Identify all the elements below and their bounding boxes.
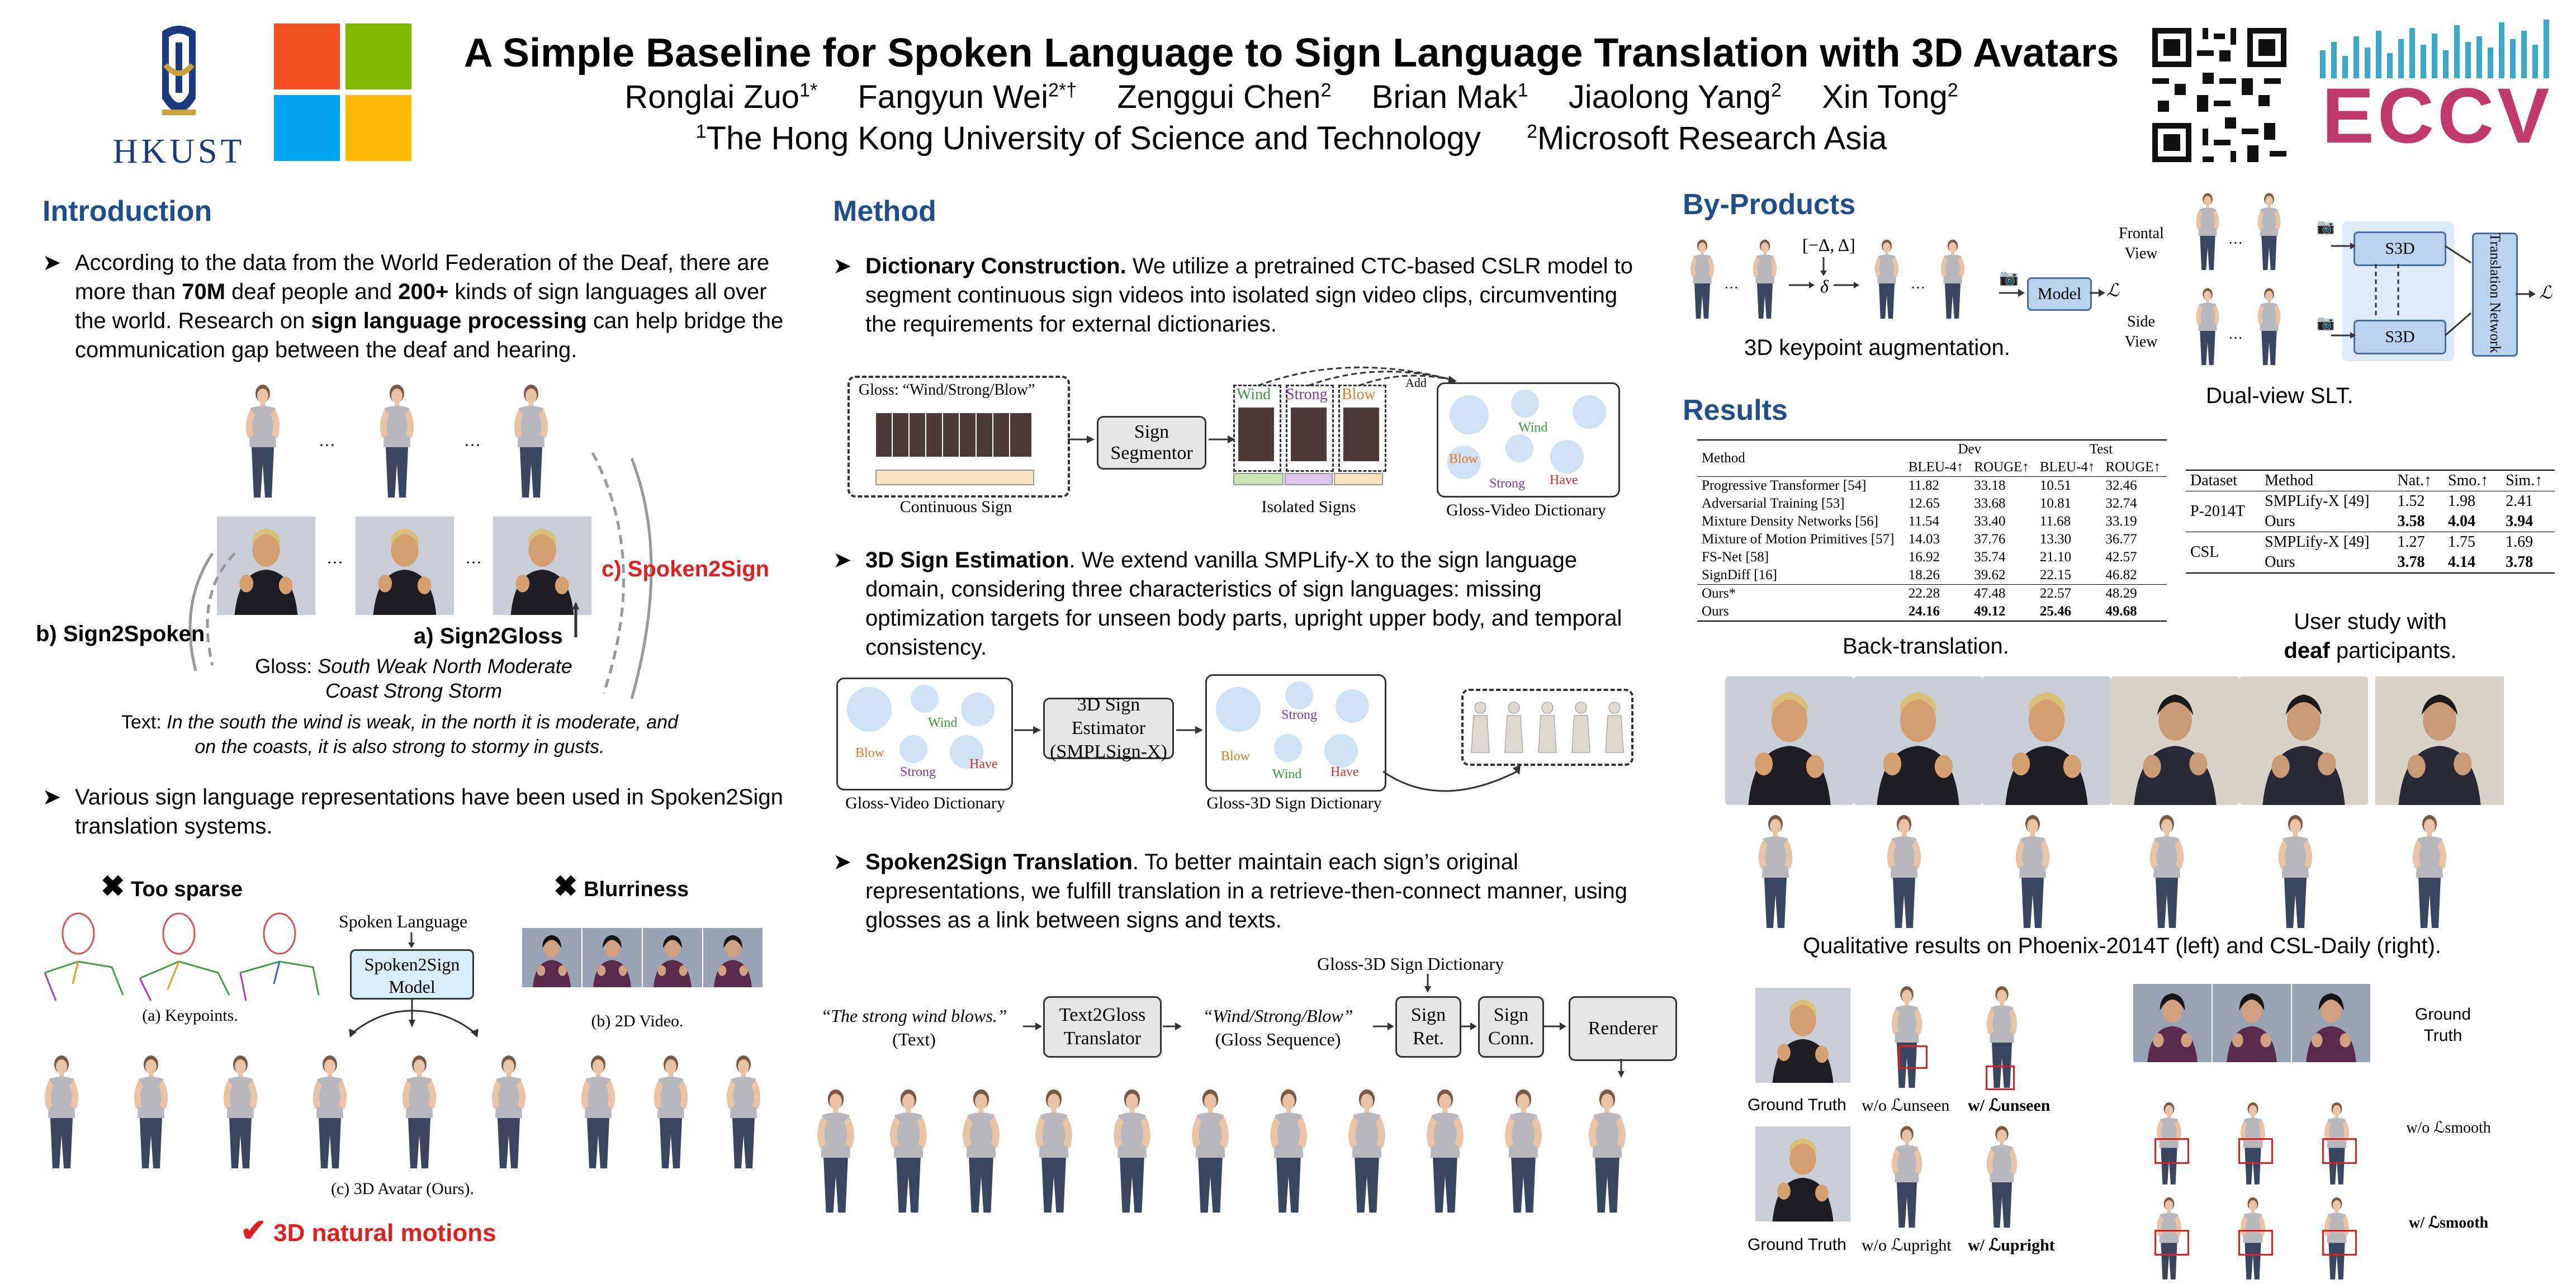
avatar-figure <box>643 1051 699 1174</box>
strong-wind-text: “The strong wind blows.” (Text) <box>821 1006 1007 1049</box>
avatar-figure <box>1336 1085 1398 1219</box>
avatar-figure <box>2250 190 2289 274</box>
avatar-figure <box>716 1051 771 1174</box>
col-rouge: ROUGE↑ <box>2105 460 2161 475</box>
sign-estimation-paragraph: ➤ 3D Sign Estimation. We extend vanilla SMPLify-X to the sign language domain, considering three characteristics of sign languages: missing optimization targets for unseen body parts, upright upper body, and temporal consistency. <box>833 546 1649 575</box>
table-row: Adversarial Training [53] 12.65 33.68 10.81 32.74 <box>1702 496 2137 511</box>
dictionary-construction-paragraph: ➤ Dictionary Construction. We utilize a pretrained CTC-based CSLR model to segment continuous sign videos into isolated sign video clips, circumventing the requirements for external dictionaries. <box>833 252 1649 281</box>
highlight-box <box>2154 1230 2189 1256</box>
isolated-signs-label: Isolated Signs <box>1261 498 1356 516</box>
arrow-bullet-icon: ➤ <box>42 250 61 275</box>
gloss-video-dictionary-box <box>1437 382 1620 498</box>
col-test: Test <box>2089 442 2113 457</box>
table-row: FS-Net [58] 16.92 35.74 21.10 42.57 <box>1702 550 2137 565</box>
avatar-figure <box>34 1051 89 1174</box>
2d-video-frame <box>703 908 763 1007</box>
author: Fangyun Wei$^{2*\dagger}$ <box>858 79 1077 115</box>
ellipsis: ··· <box>2228 330 2243 346</box>
right-arrow-icon <box>1209 434 1237 445</box>
colored-gloss-bar <box>1233 473 1383 485</box>
gloss-sequence-text: “Wind/Strong/Blow” (Gloss Sequence) <box>1202 1006 1353 1049</box>
avatar-figure <box>481 1051 537 1174</box>
wo-smooth-label: w/o ℒsmooth <box>2406 1119 2491 1137</box>
table-row: P-2014T SMPLify-X [49] 1.52 1.98 2.41 <box>2190 493 2534 520</box>
table-row: Ours* 22.28 47.48 22.57 48.29 <box>1702 586 2137 601</box>
avatar-figure <box>1493 1085 1554 1219</box>
microsoft-logo <box>274 23 411 161</box>
arrow-bullet-icon: ➤ <box>42 785 61 809</box>
cross-icon: ✖ <box>101 870 125 903</box>
col-nat: Nat.↑ <box>2397 472 2432 489</box>
est-strong-label: Strong <box>900 765 936 779</box>
blow-label: Blow <box>1342 386 1376 403</box>
avatar-figure <box>123 1051 179 1174</box>
frontal-view-label: Frontal View <box>2119 225 2164 262</box>
2d-video-frame <box>583 908 642 1007</box>
phoenix-frame <box>1725 676 1854 805</box>
cross-icon: ✖ <box>553 870 578 903</box>
add-label: Add <box>1405 376 1427 390</box>
col-sim: Sim.↑ <box>2506 472 2543 489</box>
wo-unseen-label: w/o ℒunseen <box>1862 1096 1950 1115</box>
avatar-figure <box>1414 1085 1476 1219</box>
user-study-caption: User study with deaf participants. <box>2284 609 2457 663</box>
avatar-figure <box>2250 285 2289 369</box>
author: Zenggui Chen$^2$ <box>1117 79 1332 115</box>
dict-have-label: Have <box>1550 473 1578 487</box>
dict-blow-label: Blow <box>1449 452 1479 466</box>
qualitative-avatar-row <box>1725 811 2519 934</box>
avatar-figure <box>1867 235 1906 324</box>
branch-arrows <box>313 1000 514 1044</box>
highlight-box <box>1986 1066 2015 1090</box>
text2gloss-box: Text2Gloss Translator <box>1043 996 1162 1058</box>
sign2spoken-label: b) Sign2Spoken <box>36 622 205 646</box>
avatar-figure <box>2005 811 2061 934</box>
csl-frame <box>2111 676 2239 805</box>
est-wind-label: Wind <box>928 716 958 730</box>
hkust-logo <box>101 20 257 171</box>
highlight-box <box>2238 1138 2273 1164</box>
translation-network-box <box>2472 233 2518 357</box>
avatar-figure <box>2139 811 2195 934</box>
highlight-box <box>2238 1230 2273 1256</box>
gloss-quote: Gloss: “Wind/Strong/Blow” <box>859 381 1035 399</box>
avatar-figure <box>1933 235 1972 324</box>
s3d-box: S3D <box>2354 231 2446 266</box>
g3d-wind-label: Wind <box>1272 767 1302 782</box>
dict-wind-label: Wind <box>1518 420 1548 435</box>
csl-gt-frame <box>2292 973 2370 1073</box>
g3d-top-label: Gloss-3D Sign Dictionary <box>1317 954 1504 974</box>
right-arrow-icon <box>1373 1021 1395 1032</box>
highlight-box <box>1898 1045 1928 1069</box>
highlight-box <box>2322 1138 2357 1164</box>
avatar-figure <box>2267 811 2323 934</box>
ellipsis: ··· <box>1724 280 1739 296</box>
strong-label: Strong <box>1286 386 1328 403</box>
down-arrow-icon <box>1616 1059 1627 1079</box>
author: Ronglai Zuo$^{1*}$ <box>624 79 818 115</box>
w-smooth-label: w/ ℒsmooth <box>2408 1214 2489 1232</box>
avatar-figure <box>2188 285 2227 369</box>
down-arrow-icon <box>406 932 417 949</box>
col-smo: Smo.↑ <box>2447 472 2489 489</box>
qr-code[interactable] <box>2147 22 2292 168</box>
intro-paragraph-1: ➤ According to the data from the World Federation of the Deaf, there are more than 70M deaf people and 200+ kinds of sign languages all over the world. Research on sign language processing can help bridge the communication gap between the deaf and hearing. <box>42 248 786 277</box>
gt-label: Ground Truth <box>1748 1096 1846 1114</box>
renderer-box: Renderer <box>1569 996 1677 1061</box>
affiliations: $^1$The Hong Kong University of Science and Technology $^2$Microsoft Research Asia <box>695 120 1887 157</box>
caption-keypoints: (a) Keypoints. <box>142 1006 238 1025</box>
avatar-figure <box>805 1085 866 1219</box>
blurriness-label: ✖ Blurriness <box>553 870 689 903</box>
2d-video-frame <box>522 908 581 1007</box>
2d-video-frame <box>643 908 702 1007</box>
right-arrow-icon <box>1023 1021 1043 1032</box>
avatar-figure <box>1882 982 1932 1093</box>
csl-frame <box>2239 676 2368 805</box>
translation-paragraph: ➤ Spoken2Sign Translation. To better maintain each sign’s original representations, we fulfill translation in a retrieve-then-connect manner, using glosses as a link between signs and texts. <box>833 847 1649 877</box>
s3d-box: S3D <box>2354 320 2446 354</box>
wind-label: Wind <box>1237 386 1271 403</box>
gloss-video-dictionary-label: Gloss-Video Dictionary <box>1446 501 1606 519</box>
method-title: Method <box>833 195 936 228</box>
right-arrow-icon <box>1068 434 1096 445</box>
dict-strong-label: Strong <box>1489 476 1526 491</box>
w-upright-label: w/ ℒupright <box>1968 1236 2055 1254</box>
ellipsis: ··· <box>1911 280 1925 296</box>
avatar-figure <box>391 1051 447 1174</box>
avatar-figure <box>302 1051 358 1174</box>
table-row: SignDiff [16] 18.26 39.62 22.15 46.82 <box>1697 566 2167 585</box>
arrow-bullet-icon: ➤ <box>833 254 852 278</box>
ellipsis: ··· <box>2228 235 2243 251</box>
col-method: Method <box>1697 440 1904 477</box>
table-row: Ours 3.58 4.04 3.94 <box>2186 512 2555 532</box>
camera-icon: 📷 <box>2317 218 2335 235</box>
col-bleu: BLEU-4↑ <box>1908 460 1964 475</box>
avatar-figure <box>2188 190 2227 274</box>
continuous-sign-label: Continuous Sign <box>899 498 1012 516</box>
right-arrow-icon <box>1163 1021 1183 1032</box>
avatar-figure <box>1576 1085 1638 1219</box>
g3d-have-label: Have <box>1330 765 1359 779</box>
right-arrow-icon <box>2516 288 2538 300</box>
col-method: Method <box>2265 472 2314 489</box>
col-dev: Dev <box>1958 442 1982 457</box>
qualitative-caption: Qualitative results on Phoenix-2014T (left) and CSL-Daily (right). <box>1803 934 2441 958</box>
keypoint-skeletons <box>34 906 324 1006</box>
right-arrow-icon <box>1999 287 2027 299</box>
down-arrow-icon <box>1422 974 1433 994</box>
avatar-row-3d <box>34 1051 777 1174</box>
delta-symbol: δ <box>1820 276 1829 296</box>
csl-gt-frame <box>2133 973 2212 1073</box>
avatar-figure <box>1683 235 1722 324</box>
eccv-logo <box>2309 17 2566 162</box>
delta-arrows <box>1789 257 1867 302</box>
col-rouge: ROUGE↑ <box>1974 460 2029 475</box>
avatar-figure <box>1101 1085 1163 1219</box>
est-have-label: Have <box>969 757 998 771</box>
delta-range: [−Δ, Δ] <box>1802 235 1855 255</box>
csl-frame <box>2368 676 2511 805</box>
avatar-figure <box>1745 235 1784 324</box>
spoken2sign-label: c) Spoken2Sign <box>602 557 770 581</box>
right-arrow-icon <box>1544 1021 1569 1032</box>
col-dataset: Dataset <box>2190 472 2237 489</box>
g3d-blow-label: Blow <box>1221 749 1251 764</box>
add-arrows <box>1252 358 1465 391</box>
kp-aug-figure <box>1683 229 2119 341</box>
wo-upright-label: w/o ℒupright <box>1862 1236 1952 1254</box>
sign2gloss-label: a) Sign2Gloss <box>414 624 563 648</box>
est-blow-label: Blow <box>855 746 885 760</box>
side-view-label: Side View <box>2124 313 2158 351</box>
gloss-3d-dictionary-label: Gloss-3D Sign Dictionary <box>1206 794 1382 812</box>
back-translation-caption: Back-translation. <box>1843 634 2009 659</box>
ellipsis: ··· <box>319 436 335 454</box>
avatar-figure <box>1180 1085 1241 1219</box>
phoenix-frame <box>1854 676 1982 805</box>
translation-avatar-row <box>805 1079 1677 1219</box>
g3d-strong-label: Strong <box>1281 708 1318 722</box>
ellipsis: ··· <box>326 553 343 572</box>
eccv-wordmark: ECCV <box>2322 72 2553 159</box>
phoenix-frame <box>1982 676 2111 805</box>
author: Brian Mak$^1$ <box>1371 79 1528 115</box>
too-sparse-label: ✖ Too sparse <box>101 870 243 903</box>
ellipsis: ··· <box>464 436 481 454</box>
author-list <box>447 78 2135 116</box>
table-row: Progressive Transformer [54] 11.82 33.18 10.51 32.46 <box>1702 478 2137 493</box>
poster-title: A Simple Baseline for Spoken Language to Sign Language Translation with 3D Avatars <box>463 31 2119 75</box>
sign-retrieval-box: Sign Ret. <box>1395 996 1461 1058</box>
translation-network-label: Translation Network <box>2487 233 2503 353</box>
model-box: Model <box>2027 277 2092 311</box>
dual-view-figure <box>2119 190 2566 380</box>
table-row: Mixture Density Networks [56] 11.54 33.40 11.68 33.19 <box>1702 514 2137 529</box>
right-arrow-icon <box>2090 287 2106 299</box>
gloss-bar <box>875 470 1034 485</box>
kp-aug-caption: 3D keypoint augmentation. <box>1744 335 2010 360</box>
gloss-example: Gloss: South Weak North Moderate Coast Strong Storm <box>255 655 572 702</box>
camera-icon: 📷 <box>1999 269 2019 286</box>
avatar-figure <box>950 1085 1012 1219</box>
intro-paragraph-2: ➤ Various sign language representations have been used in Spoken2Sign translation systems. <box>42 783 786 812</box>
sign-estimator-box: 3D Sign Estimator (SMPLSign-X) <box>1043 698 1174 759</box>
intro-title: Introduction <box>42 195 212 228</box>
w-unseen-label: w/ ℒunseen <box>1968 1096 2051 1115</box>
results-title: Results <box>1683 394 1788 427</box>
ellipsis: ··· <box>465 553 482 572</box>
csl-gt-frame <box>2213 973 2291 1073</box>
right-arrow-icon <box>1014 724 1042 736</box>
check-icon: ✔ <box>240 1213 267 1248</box>
avatar-figure <box>1258 1085 1319 1219</box>
avatar-figure <box>1977 1121 2027 1233</box>
avatar-figure <box>2402 811 2457 934</box>
text-example: Text: In the south the wind is weak, in the north it is moderate, and on the coasts, it is also strong to stormy in gusts. <box>121 712 678 757</box>
table-row: Ours 24.16 49.12 25.46 49.68 <box>1702 604 2137 619</box>
gloss-video-dictionary-label-2: Gloss-Video Dictionary <box>845 794 1005 812</box>
avatar-figure <box>1748 811 1803 934</box>
hkust-wordmark: HKUST <box>112 132 245 171</box>
avatar-figure <box>1023 1085 1085 1219</box>
dual-view-caption: Dual-view SLT. <box>2206 383 2354 408</box>
avatar-figure <box>1882 1121 1932 1233</box>
ground-truth-frame <box>1755 1119 1850 1229</box>
caption-2d-video: (b) 2D Video. <box>591 1012 684 1030</box>
highlight-box <box>2322 1230 2357 1256</box>
loss-symbol: ℒ <box>2106 280 2120 300</box>
avatar-figure <box>570 1051 626 1174</box>
gt-label: Ground Truth <box>1748 1235 1846 1254</box>
table-row: Ours 3.78 4.14 3.78 <box>2265 553 2534 571</box>
natural-motions-label: ✔ 3D natural motions <box>240 1213 496 1248</box>
arrow-bullet-icon: ➤ <box>833 850 852 874</box>
table-row: Mixture of Motion Primitives [57] 14.03 37.76 13.30 36.77 <box>1702 532 2137 547</box>
table-row: CSL SMPLify-X [49] 1.27 1.75 1.69 <box>2190 533 2534 561</box>
arrow-bullet-icon: ➤ <box>833 548 852 572</box>
curve-arrow <box>1383 749 1528 805</box>
right-arrow-icon <box>1461 1021 1478 1032</box>
col-bleu: BLEU-4↑ <box>2039 460 2095 475</box>
avatar-figure <box>212 1051 268 1174</box>
user-study-table <box>2186 470 2555 574</box>
spoken-language-label: Spoken Language <box>339 911 468 931</box>
byproducts-title: By-Products <box>1683 188 1856 221</box>
author: Xin Tong$^2$ <box>1822 79 1958 115</box>
back-translation-table <box>1697 439 2167 622</box>
avatar-figure <box>1876 811 1932 934</box>
loss-symbol: ℒ <box>2539 282 2553 302</box>
author: Jiaolong Yang$^2$ <box>1568 79 1782 115</box>
avatar-figure <box>878 1085 939 1219</box>
video-frame-stack <box>875 407 1043 463</box>
spoken2sign-model-box: Spoken2Sign Model <box>350 949 474 1000</box>
gt-label-right: Ground Truth <box>2414 1005 2471 1045</box>
sign-segmentor-box: Sign Segmentor <box>1097 416 1206 470</box>
highlight-box <box>2154 1138 2189 1164</box>
right-arrow-icon <box>1176 724 1204 736</box>
caption-3d-avatar: (c) 3D Avatar (Ours). <box>330 1180 474 1198</box>
ground-truth-frame <box>1755 979 1850 1091</box>
sign-connection-box: Sign Conn. <box>1478 996 1544 1058</box>
camera-icon: 📷 <box>2317 314 2335 331</box>
